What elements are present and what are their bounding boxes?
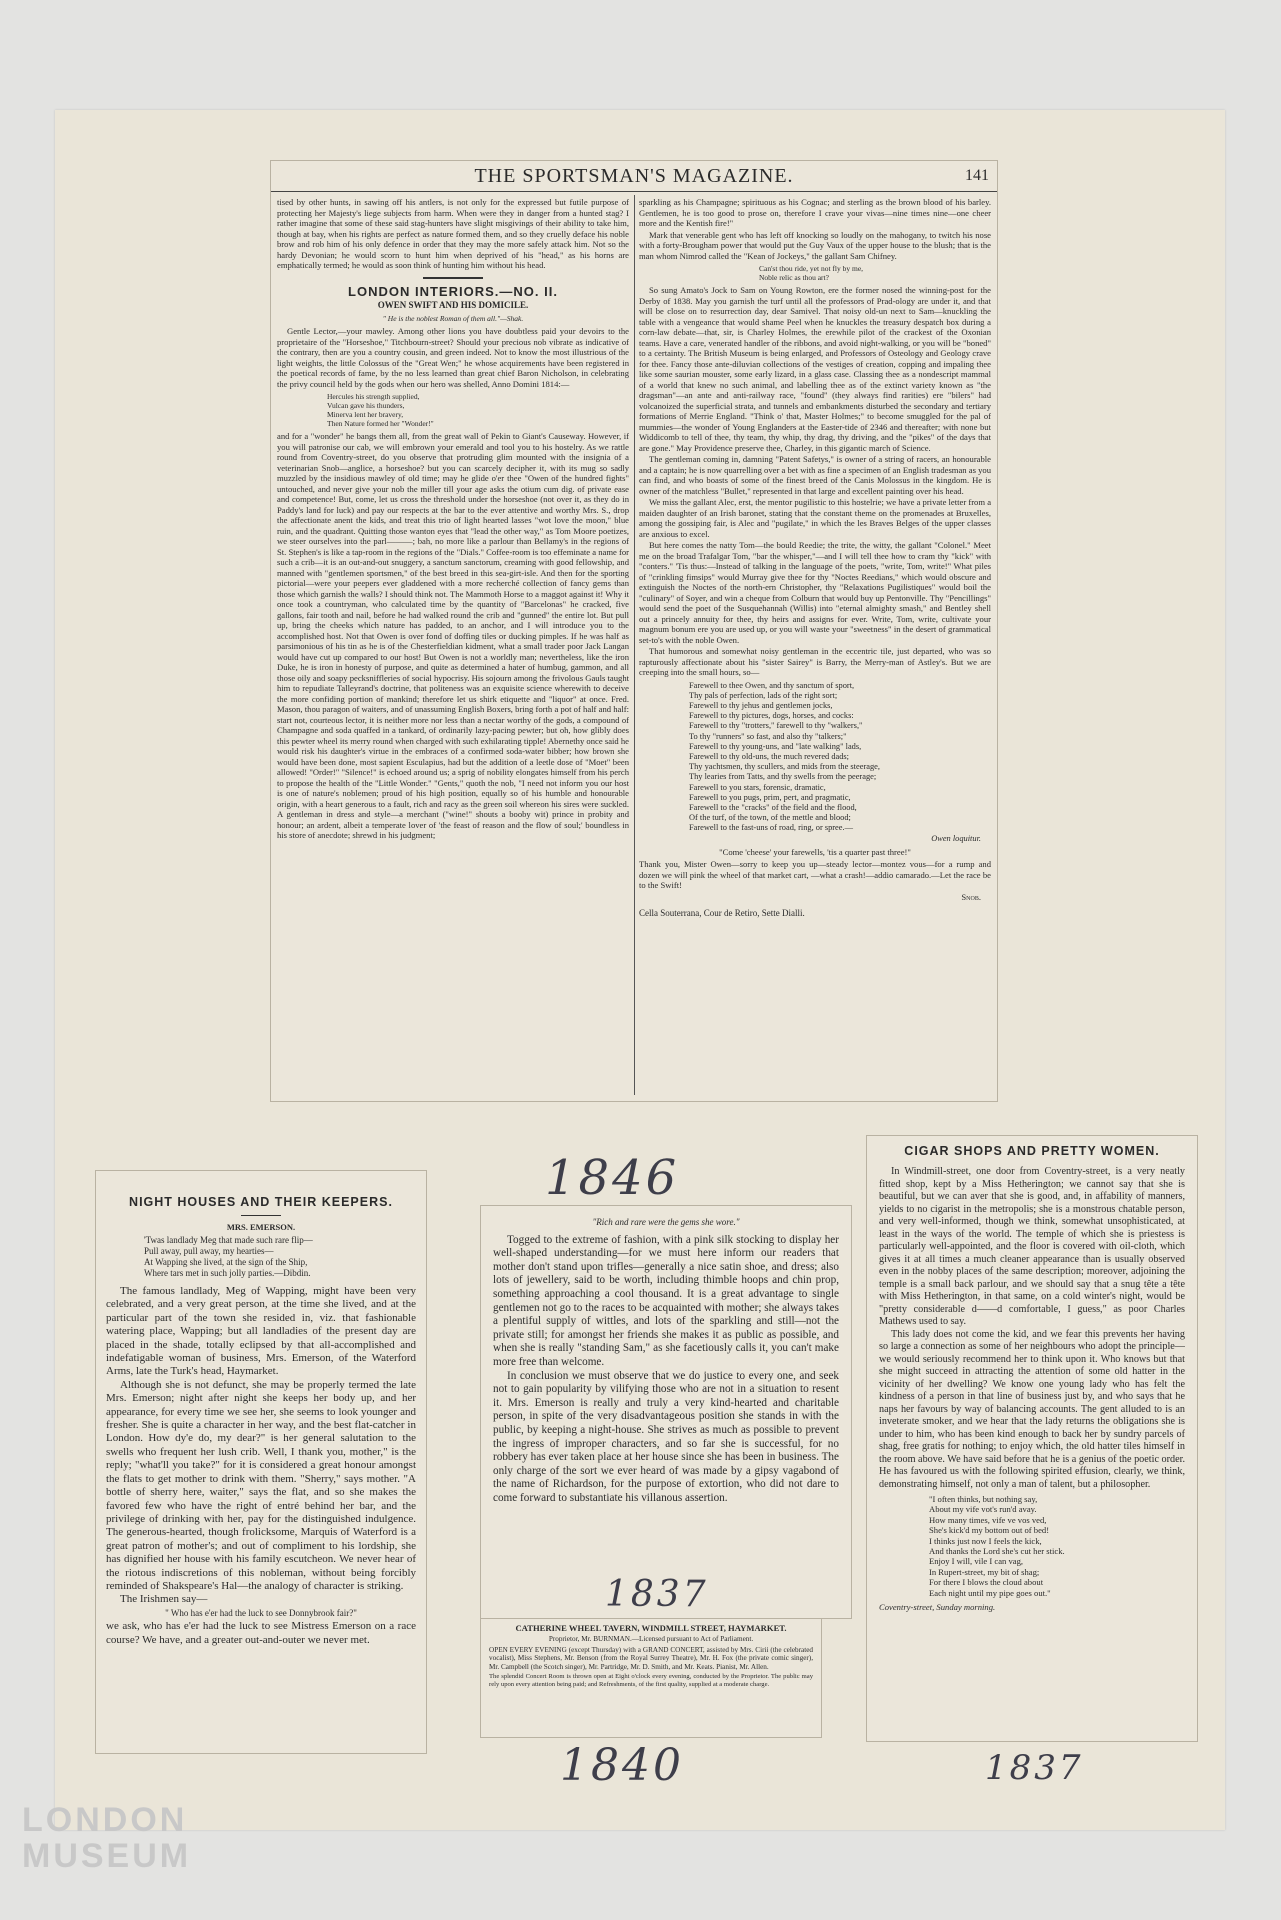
advert-heading: CATHERINE WHEEL TAVERN, WINDMILL STREET, HAYMARKET. [515,1623,787,1633]
column-divider [634,195,635,1095]
verse-line: Enjoy I will, vile I can vag, [929,1556,1024,1567]
verse-line: Then Nature formed her "Wonder!" [327,419,434,428]
verse-line: Farewell to you stars, forensic, dramatic, [689,782,826,792]
article-paragraph: Although she is not defunct, she may be properly termed the late Mrs. Emerson; night after night she keeps her body up, and her appearance, for every time we see her, she seems to look younger and fresher. She is quite a character in her way, and the best flat-catcher in London. How dy'e do, my dear?" is her general salutation to the swells who frequent her lush crib. Well, I thank you, mother," is the reply; "what'll you take?" for it is considered a great honour amongst the flats to get mother to drink with them. "Sherry," says mother. "A bottle of sherry here, waiter," says the flat, and so she makes the favored few who have the right of entré behind her bar, and the privilege of drinking with her, pay for the distinguished indulgence. The generous-hearted, though frolicksome, Marquis of Waterford is a great patron of mother's; and out of compliment to his lordship, she has dignified her house with his family escutcheon. We never hear of the riotous indiscretions of this nobleman, without being forcibly reminded of Shakspeare's Hal—the analogy of character is striking. [106,1378,416,1592]
article-paragraph: In conclusion we must observe that we do justice to every one, and seek not to gain popularity by vilifying those who are not in a situation to resent it. Mrs. Emerson is really and truly a very kind-hearted and charitable person, in spite of the very disadvantageous position she stands in with the public, by keeping a night-house. She strives as much as possible to prevent the ingress of improper characters, and so far she is successful, for no robbery has ever taken place at her house since she has been in business. The only charge of the sort we ever heard of was made by a gipsy vagabond of the name of Richardson, for the purpose of extortion, who did not dare to come forward to substantiate his villanous assertion. [493,1369,839,1504]
article-paragraph: Thank you, Mister Owen—sorry to keep you up—steady lector—montez vous—for a rump and dozen we will pink the wheel of that market cart, —what a crash!—addio camarado.—Let the race be to the Swift! [639,859,991,891]
handwritten-year: 1837 [605,1574,709,1615]
verse-line: Thy yachtsmen, thy scullers, and mids from the steerage, [689,762,880,772]
verse-line: How many times, vife ve vos ved, [929,1514,1047,1525]
cigar-body [879,1166,1185,1491]
closing-quote: "Come 'cheese' your farewells, 'tis a quarter past three!" [719,846,911,857]
verse-line: Farewell to thy jehus and gentlemen jocks, [689,700,833,710]
watermark-line: MUSEUM [22,1837,192,1875]
verse-line: Farewell to thy "trotters," farewell to thy "walkers," [689,721,863,731]
verse-line: In Rupert-street, my bit of shag; [929,1566,1040,1577]
article-paragraph: This lady does not come the kid, and we fear this prevents her having so large a connection as some of her neighbours who adopt the principle—we would seriously recommend her to think upon it. Who knows but that she might succeed in attracting the attention of some old hatter in the vicinity of her dwelling? We know one young lady who has felt the kindness of a person in that line of business just by, and who says that he naps her favours by way of balancing accounts. The gent alluded to is an inveterate smoker, and we hear that the lady returns the obligations she is under to him, who has been kind enough to back her by sundry parcels of shag, free gratis for nothing; to enjoy which, the old hatter tiles himself in the room above. We have said before that he is a genius of the poetic order. He has favoured us with the following spirited effusion, clearly, we think, demonstrating himself, not only a man of talent, but a philosopher. [879,1328,1185,1490]
verse-line: Each night until my pipe goes out." [929,1587,1051,1598]
verse-line: Hercules his strength supplied, [327,392,420,401]
continuation-epigraph: "Rich and rare were the gems she wore." [592,1217,740,1227]
night-subheading: MRS. EMERSON. [226,1222,296,1232]
verse-line: Farewell to thy old-uns, the much revered dads; [689,751,850,761]
verse-line: Farewell to you pugs, prim, pert, and pragmatic, [689,792,851,802]
continuation-clipping [480,1205,852,1619]
watermark-line: LONDON [22,1801,188,1839]
article-paragraph: and for a "wonder" he bangs them all, from the great wall of Pekin to Giant's Causeway. However, if you will patronise our cab, we will embrown your emerald and tool you to his hostelry. As we rattle round from Coventry-street, do you observe that protruding glim mounted with the insignia of a veterinarian Snob—anglice, a horseshoe? but you can scarcely decipher it, with its mug so sadly muzzled by the insidious mawley of old time; may he glide o'er thee "Owen of the hundred fights" untouched, and never give your nob the miller till your age asks the otium cum dig. of private ease and competence! But, come, let us cross the threshold under the horseshoe (not over it, as they do in Paddy's land for luck) and pay our respects at the bar to the ever attentive and worthy Mrs. S., drop the affectionate anent the kids, and treat this trio of light hearted lasses "wot love the moon," blue ruin, and the quadrant. Quitting those wanton eyes that "lead the other way," as Tom Moore poetizes, we steer ourselves into the parl———; bah, no more like a parlour than Bellamy's in the regions of St. Stephen's is like a tap-room in the regions of the "Dials." Coffee-room is too effeminate a name for such a crib—it is an out-and-out snuggery, a sanctum sanctorum, creaming with good fellowship, and manned with "gentlemen sportsmen," of the best breed in this sea-girt-isle. And then for the sporting pictorial—were your peepers ever gladdened with a more recherché collection of fancy gems than those which garnish the walls? I should think not. The Mammoth Horse to a maggot against it! Why it once took a countryman, who calculated time by the quantity of "Barcelonas" he cracked, five gallons, fair tooth and nail, before he had walked round the crib and "gunned" the entire lot. But pull up, bring the cheeks which nature has padded, to an anchor, and I will introduce you to the accomplished host. Not that Owen is over fond of doffing tiles or ducking pimples. If he was half as parsimonious of his tin as he is of the Chesterfieldian kidment, what a small trader poor Jack Langan would have cut up compared to our host! But Owen is not a worldly man; nevertheless, like the iron Duke, he is iron in honesty of purpose, and quite as determined a hater of humbug, gammon, and all those oily and soapy pecksniffleries of social hypocrisy. His sojourn among the frivolous Gauls taught him to repudiate Talleyrand's doctrine, that politeness was an exquisite science wherewith to deceive the more confiding portion of mankind; therefore let us shirk etiquette and "liquor" at once. Fred. Mason, thou paragon of waiters, and of unassuming English Boxers, bring forth a pot of half and half: start not, courteous lector, it is neither more nor less than a nectar worthy of the gods, a compound of Champagne and soda quaffed in a tankard, of ordinarily lazy-pacing pewter; but oh, how glibly does this pewter wheel its merry round when charged with such exhilarating tipple! Abernethy once said he would risk his daughter's virtue in the embraces of a confirmed soda-water bibber; how brown she would have been done, most sapient Esculapius, had but the addition of a leetle dose of "Moet" been allowed! "Order!" "Silence!" is echoed around us; a sprig of nobility elongates himself from his perch to propose the health of the "Little Wonder." "Gents," quoth the nob, "I need not inform you our host is one of nature's noblemen; proud of his high position, equally so of his humble and honourable origin, with a heart generous to a fault, rich and racy as the green soil whereon his sires were suckled. A gentleman in dress and style—a merchant ("wine!" shouts a booby wit) prince in probity and honour; an ardent, albeit a temperate lover of 'the feast of reason and the flow of soul;' boundless in his store of anecdote; shrewd in his judgment; [277,431,629,840]
verse-line: Thy learies from Tatts, and thy swells from the peerage; [689,772,877,782]
night-body [106,1285,416,1647]
verse-line: For there I blows the cloud about [929,1577,1044,1588]
cigar-content [879,1144,1185,1612]
article-paragraph: The gentleman coming in, damning "Patent Safetys," is owner of a string of racers, an honourable and a captain; he is now quarrelling over a bet with as fine a specimen of an English tradesman as you can find, and who boasts of some of the finest breed of the Canis Molossus in the kingdom. He is owner of the matchless "Bullet," represented in that large and excellent painting over his head. [639,454,991,496]
article-paragraph: So sung Amato's Jock to Sam on Young Rowton, ere the former nosed the winning-post for the Derby of 1838. May you garnish the turf until all the professors of Prad-ology are under it, and that will be close on to resurrection day, dear Samivel. That noisy old-un next to Sam—knuckling the table with a vengeance that would shame Peel when he knuckles the treasury despatch box during a corn-law debate—that, sir, is Charley Holmes, the erewhile pilot of the crackest of the Oxonian teams. Have a care, venerated handler of the ribbons, and avoid night-walking, or you will be "boned" to a certainty. The British Museum is being enlarged, and Professors of Osteology and Geology crave for thee. Fancy those ante-diluvian collections of the vestiges of creation, copping and impaling thee like some saurian mouster, some early lizard, in a glass case. Classing thee as a nondescript mammal of a world that knew no such animal, and labelling thee as of the extinct variety known as "the dragsman"—an ante and anti-railway race, "found" (they always find rarities) ere "bilers" had volcanoized the superficial strata, and tunnels and embankments disturbed the secondary and tertiary formations of Merrie England. "Think o' that, Master Holmes;" to become smuggled for the pal of mummies—the wonder of Young Englanders at the Easter-tide of 2346 and thereafter; with none but Widdicomb to tell of thee, thy team, thy whip, thy drag, thy driving, and the "pikes" of the days that are gone." May Providence preserve thee, Charley, in this gigantic march of Science. [639,285,991,453]
verse-line: 'Twas landlady Meg that made such rare flip— [144,1235,313,1245]
night-heading: NIGHT HOUSES AND THEIR KEEPERS. [129,1195,393,1209]
verse-line: Minerva lent her bravery, [327,410,404,419]
continuation-body [493,1214,839,1505]
verse-line: Farewell to the "cracks" of the field and the flood, [689,802,857,812]
quote-line: " Who has e'er had the luck to see Donnybrook fair?" [165,1607,357,1618]
article-paragraph: That humorous and somewhat noisy gentleman in the eccentric tile, just departed, who was so rapturously affectionate about his "sister Sairey" is Barry, the Merry-man of Astley's. But we are creeping into the small hours, so— [639,646,991,677]
article-paragraph: The Irishmen say— [120,1593,208,1606]
article-paragraph: But here comes the natty Tom—the bould Reedie; the trite, the witty, the gallant "Colonel." Meet me on the broad Trafalgar Tom, "bar the whisper,"—and I will tell thee how to cram thy "kick" with "conters." 'Tis thus:—Instead of talking in the language of the poets, "write, Tom, write!" What piles of "crinkling fimsips" would Murray give thee for thy "Noctes Reedians," which would obscure and extinguish the Noctes of the north-ern Christopher, thy "Relaxations Pugilistiques" would boil the "culinary" of Soyer, and win a cheque from Colburn that would buy up Pentonville. Thy "Pencillings" would send the poet of the Susquehannah (Willis) into "eternal almighty smash," and Bentley shell out a princely annuity for thee, thy heirs and assigns for ever. Write, Tom, write, cultivate your magnum bonum ere you are used up, or you will waste your "sweetness" in the desert of grammatical set-to's with the noble Owen. [639,540,991,645]
article-heading: LONDON INTERIORS.—NO. II. [348,283,558,299]
article-paragraph: we ask, who has e'er had the luck to see Mistress Emerson on a race course? We have, and a greater out-and-outer we never met. [106,1620,416,1646]
verse-line: About my vife vot's run'd avay. [929,1504,1037,1515]
advert-body: OPEN EVERY EVENING (except Thursday) with a GRAND CONCERT, assisted by Mrs. Cirii (the celebrated vocalist), Miss Stephens, Mr. Benson (from the Royal Surrey Theatre), Mr. H. Fox (the private comic singer), Mr. Campbell (the Scotch singer), Mr. Partridge, Mr. D. Smith, and Mr. Keats. Pianist, Mr. Allen. [489,1645,813,1671]
verse-line: Vulcan gave his thunders, [327,401,405,410]
night-houses-clipping [95,1170,427,1754]
farewell-verse [689,681,991,844]
right-column [639,197,991,919]
magazine-header [271,161,997,192]
tavern-advertisement [480,1618,822,1738]
intro-paragraph: tised by other hunts, in sawing off his antlers, is not only for the expressed but futile purpose of protecting her Majesty's liege subjects from harm. When were they in danger from a hunted stag? I rather imagine that some of these said stag-hunters have slight misgivings of their ability to take him, though at bay, when his rights are perfect as nature formed them, and so they cruelly deface his noble brow and rob him of his only defence in order that they may the more safely attack him. Not so the hardy Devonian; he would scorn to hunt him when deprived of his "head," as his horns are emphatically termed; he would as soon think of hunting him without his head. [277,197,629,270]
verse-line: Farewell to the fast-uns of road, ring, or spree.— [689,823,853,833]
article-epigraph: " He is the noblest Roman of them all."—Shak. [382,313,524,323]
verse-line: And thanks the Lord she's cut her stick. [929,1546,1065,1557]
verse-line: Noble relic as thou art? [759,273,829,282]
verse-line: Where tars met in such jolly parties.—Dibdin. [144,1268,311,1278]
verse-line: "I often thinks, but nothing say, [929,1494,1038,1504]
verse-line: Farewell to thee Owen, and thy sanctum of sport, [689,680,855,690]
handwritten-year: 1840 [560,1740,684,1791]
verse-line: I thinks just now I feels the kick, [929,1535,1042,1546]
magazine-page-clipping [270,160,998,1102]
verse-block [327,392,629,428]
author-signature: Snob. [961,891,981,902]
article-paragraph: Togged to the extreme of fashion, with a pink silk stocking to display her well-shaped understanding—for we must here inform our readers that mother don't stand upon trifles—generally a nice satin shoe, and dress; also lots of jewellery, said to be worth, including thimble hoops and chin prop, something approaching a cool thousand. It is a great advantage to single gentlemen not go to the races to be acquainted with mother; she always takes a plentiful supply of wittles, and lots of the sparkling and still—not the private still; for amongst her friends she makes it as public as possible, and when she is really "standing Sam," as she facetiously calls it, you can't make more free than welcome. [493,1233,839,1368]
page-number: 141 [965,167,989,184]
handwritten-year: 1846 [545,1150,680,1206]
verse-line: She's kick'd my bottom out of bed! [929,1525,1050,1536]
verse-line: Can'st thou ride, yet not fly by me, [759,264,864,273]
left-column [277,197,629,842]
verse-line: At Wapping she lived, at the sign of the Ship, [144,1257,308,1267]
poem-signature: Coventry-street, Sunday morning. [879,1602,996,1613]
advert-note: The splendid Concert Room is thrown open at Eight o'clock every evening, conducted by the Proprietor. The public may rely upon every attention being paid; and Refreshments, of the first quality, supplied at a moderate charge. [489,1673,813,1689]
cigar-shops-clipping [866,1135,1198,1742]
verse-line: Of the turf, of the town, of the mettle and blood; [689,813,851,823]
advert-proprietor: Proprietor, Mr. BURNMAN.—Licensed pursuant to Act of Parliament. [548,1635,754,1643]
night-houses-content [106,1195,416,1647]
article-subheading: OWEN SWIFT AND HIS DOMICILE. [377,300,529,310]
poem-verse [929,1494,1185,1598]
section-rule [423,277,483,279]
section-rule [241,1215,281,1216]
magazine-title: THE SPORTSMAN'S MAGAZINE. [474,165,794,187]
advertisement-content [489,1623,813,1689]
article-paragraph: We miss the gallant Alec, erst, the mentor pugilistic to this hostelrie; we have a private letter from a maiden daughter of an Irish baronet, stating that the constant theme on the promenades at Bruxelles, among the gossiping fair, is Alec and "pugilate," in which the les Braves Belges of the upper classes are anxious to excel. [639,497,992,539]
verse-line: To thy "runners" so fast, and also thy "talkers;" [689,731,847,741]
verse-line: Thy pals of perfection, lads of the right sort; [689,690,838,700]
dateline: Cella Souterrana, Cour de Retiro, Sette Dialli. [639,908,805,919]
verse-line: Pull away, pull away, my hearties— [144,1246,274,1256]
article-paragraph: Mark that venerable gent who has left off knocking so loudly on the mahogany, to twitch his nose with a forty-Brougham power that would put the Guy Vaux of the upper house to the blush; that is the man whom Nimrod called the "Kean of Jockeys," the gallant Sam Chifney. [639,229,991,261]
verse-line: Farewell to thy pictures, dogs, horses, and cocks: [689,711,854,721]
verse-line: Farewell to thy young-uns, and "late walking" lads, [689,741,862,751]
museum-watermark-logo [22,1802,191,1874]
article-paragraph: In Windmill-street, one door from Coventry-street, is a very neatly fitted shop, kept by a Miss Hetherington; we cannot say that she is beautiful, but we can aver that she is good, and, in affability of manners, yields to no cigarist in the metropolis; she is a monstrous chatable person, and very well-informed, though we think, somewhat unsophisticated, at least in the ways of the world. The temple of which she is priestess is particularly well-appointed, and the floor is covered with oil-cloth, which gives it at all times a much cleaner appearance than is usually observed even in the nobby places of the same description; moreover, adjoining the temple is a small back parlour, and we should say that a snug tête a tête with Miss Hetherington, in that same, on a cold winter's night, would be "pretty considerable d——d comfortable, I guess," as poor Charles Mathews used to say. [879,1166,1185,1327]
article-paragraph: sparkling as his Champagne; spirituous as his Cognac; and sterling as the brown blood of his barley. Gentlemen, he is too good to prose on, therefore I crave your vivas—nine times nine—one cheer more and the Kentish fire!" [639,197,991,228]
verse-line: Owen loquitur. [931,833,981,843]
night-verse [144,1235,416,1279]
handwritten-year: 1837 [985,1748,1084,1788]
article-paragraph: Gentle Lector,—your mawley. Among other lions you have doubtless paid your devoirs to the proprietaire of the "Horseshoe," Titchbourn-street? Should your precious nob vibrate as indicative of the contrary, then are you a country cousin, and green indeed. Not to know the most illustrious of the light weights, the little Colossus of the "Great Wen;" he whose acquirements have been registered in the poetical records of fame, by the no less learned than great chief Baron Nicholson, in celebrating the privy council held by the gods when our hero was shelled, Anno Domini 1814:— [277,326,629,389]
article-paragraph: The famous landlady, Meg of Wapping, might have been very celebrated, and a very great person, at the time she lived, and at the particular part of the town she resided in, viz. that fashionable watering place, Wapping; but all landladies of the present day are placed in the shade, totally eclipsed by that all-accomplished and indefatigable woman of business, Mrs. Emerson, of the Waterford Arms, late the Turk's head, Haymarket. [106,1285,416,1378]
verse-block [759,264,991,282]
cigar-heading: CIGAR SHOPS AND PRETTY WOMEN. [904,1144,1160,1158]
